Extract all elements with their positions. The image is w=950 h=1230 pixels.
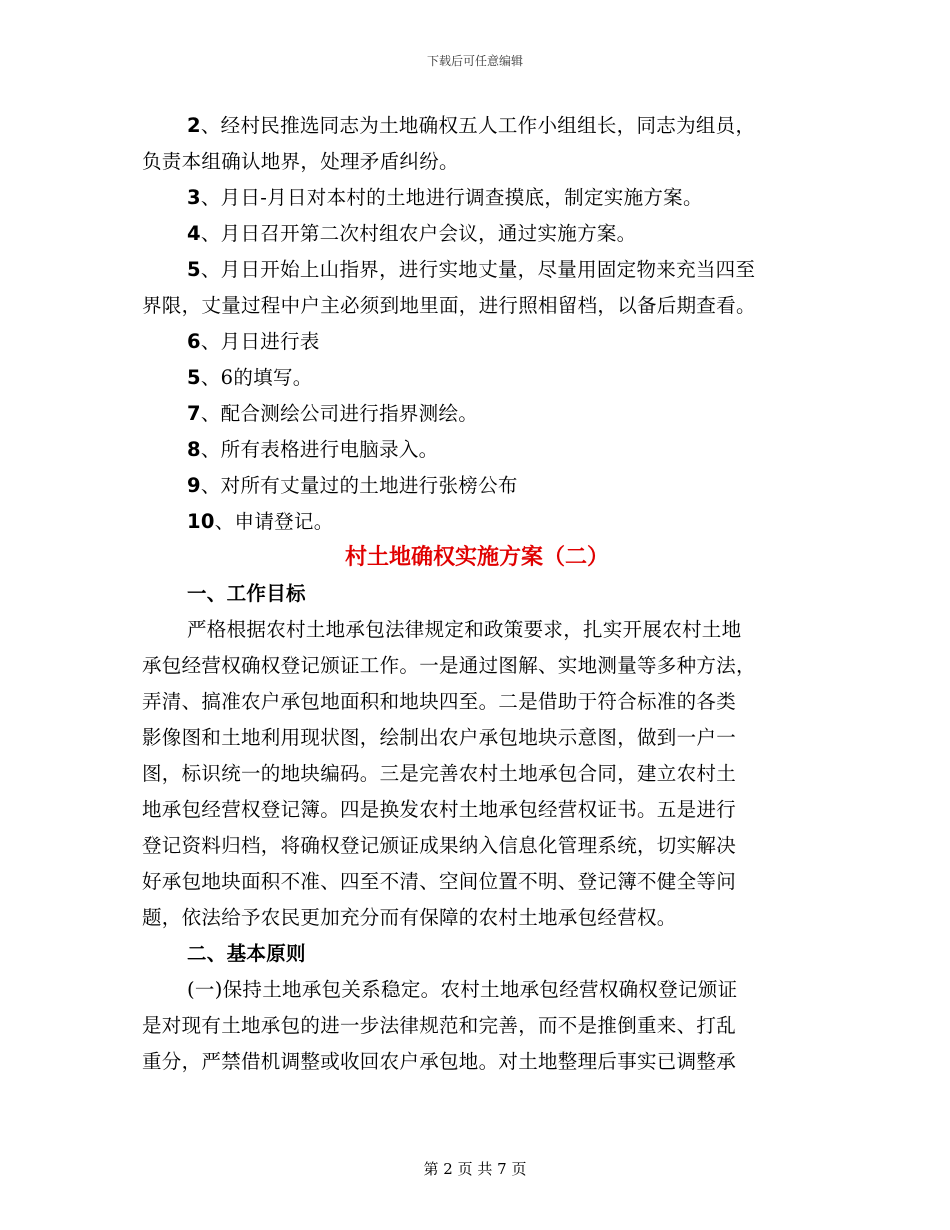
document-body [142, 108, 812, 1080]
step-item [142, 324, 812, 360]
step-text: 、6的填写。 [200, 366, 313, 389]
step-text: 、月日召开第二次村组农户会议，通过实施方案。 [200, 222, 637, 245]
step-text: 、月日开始上山指界，进行实地丈量，尽量用固定物来充当四至 [200, 258, 756, 281]
step-text: 、月日进行表 [200, 330, 320, 353]
step-number: 5 [187, 258, 201, 281]
step-text: 、配合测绘公司进行指界测绘。 [200, 402, 479, 425]
step-number: 9 [187, 474, 201, 497]
step-item [142, 432, 812, 468]
step-number: 6 [187, 330, 201, 353]
paragraph-line: 图，标识统一的地块编码。三是完善农村土地承包合同，建立农村土 [142, 762, 737, 785]
step-item [142, 216, 812, 252]
paragraph-line: 登记资料归档，将确权登记颁证成果纳入信息化管理系统，切实解决 [142, 834, 737, 857]
section-heading-principles: 二、基本原则 [187, 942, 306, 965]
step-text: 、申请登记。 [214, 510, 334, 533]
section-principles-body [142, 972, 812, 1080]
step-number: 7 [187, 402, 201, 425]
paragraph-line: 好承包地块面积不准、四至不清、空间位置不明、登记簿不健全等问 [142, 870, 737, 893]
step-number: 8 [187, 438, 201, 461]
step-text: 、对所有丈量过的土地进行张榜公布 [200, 474, 518, 497]
step-item [142, 396, 812, 432]
steps-list [142, 108, 812, 540]
step-item [142, 252, 812, 288]
paragraph-line: 严格根据农村土地承包法律规定和政策要求，扎实开展农村土地 [187, 618, 742, 641]
section-goals-body [142, 612, 812, 936]
step-number: 4 [187, 222, 201, 245]
paragraph-line: (一)保持土地承包关系稳定。农村土地承包经营权确权登记颁证 [187, 978, 738, 1001]
step-continuation: 界限，丈量过程中户主必须到地里面，进行照相留档，以备后期查看。 [142, 294, 756, 317]
paragraph-line: 重分，严禁借机调整或收回农户承包地。对土地整理后事实已调整承 [142, 1050, 737, 1073]
step-item [142, 180, 812, 216]
section-heading-goals: 一、工作目标 [187, 582, 306, 605]
paragraph-line: 承包经营权确权登记颁证工作。一是通过图解、实地测量等多种方法， [142, 654, 756, 677]
paragraph-line: 弄清、搞准农户承包地面积和地块四至。二是借助于符合标准的各类 [142, 690, 737, 713]
step-number: 2 [187, 114, 201, 137]
document-title: 村土地确权实施方案（二） [344, 545, 609, 570]
paragraph-line: 影像图和土地利用现状图，绘制出农户承包地块示意图，做到一户一 [142, 726, 737, 749]
paragraph-line: 是对现有土地承包的进一步法律规范和完善，而不是推倒重来、打乱 [142, 1014, 737, 1037]
page-footer: 第 2 页 共 7 页 [423, 1160, 527, 1178]
paragraph-line: 题，依法给予农民更加充分而有保障的农村土地承包经营权。 [142, 906, 677, 929]
step-number: 10 [187, 510, 215, 533]
step-text: 、月日-月日对本村的土地进行调查摸底，制定实施方案。 [200, 186, 703, 209]
step-item [142, 360, 812, 396]
step-number: 3 [187, 186, 201, 209]
step-item [142, 108, 812, 144]
step-continuation: 负责本组确认地界，处理矛盾纠纷。 [142, 150, 459, 173]
step-number: 5 [187, 366, 201, 389]
step-text: 、经村民推选同志为土地确权五人工作小组组长，同志为组员， [200, 114, 756, 137]
paragraph-line: 地承包经营权登记簿。四是换发农村土地承包经营权证书。五是进行 [142, 798, 737, 821]
page-header: 下载后可任意编辑 [426, 54, 523, 68]
step-item [142, 468, 812, 504]
step-text: 、所有表格进行电脑录入。 [200, 438, 439, 461]
step-item [142, 504, 812, 540]
